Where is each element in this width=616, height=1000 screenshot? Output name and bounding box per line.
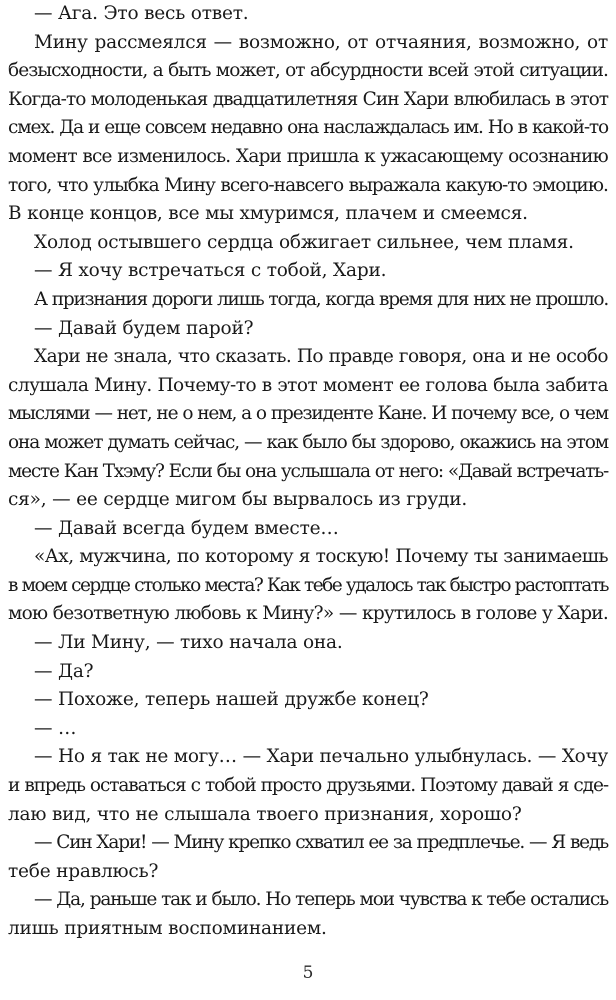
text-line: момент все изменилось. Хари пришла к ужасающему осознанию xyxy=(8,145,608,167)
text-line: — Да, раньше так и было. Но теперь мои чувства к тебе остались xyxy=(34,889,608,911)
text-line: она может думать сейчас, — как было бы здорово, окажись на этом xyxy=(8,431,608,453)
text-line: — Ага. Это весь ответ. xyxy=(34,3,249,24)
text-line: — … xyxy=(34,717,77,739)
text-line: А признания дороги лишь тогда, когда время для них не прошло. xyxy=(34,288,608,310)
text-line: — Син Хари! — Мину крепко схватил ее за предплечье. — Я ведь xyxy=(34,832,608,854)
text-line: слушала Мину. Почему-то в этот момент ее голова была забита xyxy=(8,374,608,396)
text-line: и впредь оставаться с тобой просто друзьями. Поэтому давай я сде- xyxy=(8,775,608,797)
text-line: — Но я так не могу… — Хари печально улыбнулась. — Хочу xyxy=(34,746,608,768)
text-line: смех. Да и еще совсем недавно она наслаждалась им. Но в какой-то xyxy=(8,117,608,139)
text-line: Мину рассмеялся — возможно, от отчаяния, возможно, от xyxy=(34,31,608,53)
text-line: — Я хочу встречаться с тобой, Хари. xyxy=(34,260,387,282)
text-line: — Похоже, теперь нашей дружбе конец? xyxy=(34,689,429,711)
text-line: — Давай будем парой? xyxy=(34,317,254,339)
text-line: того, что улыбка Мину всего-навсего выражала какую-то эмоцию. xyxy=(8,174,608,196)
text-line: — Да? xyxy=(34,660,94,682)
text-line: лишь приятным воспоминанием. xyxy=(8,918,327,939)
text-line: — Ли Мину, — тихо начала она. xyxy=(34,632,343,654)
text-line: В конце концов, все мы хмуримся, плачем и смеемся. xyxy=(8,203,528,225)
text-line: лаю вид, что не слышала твоего признания, хорошо? xyxy=(8,803,522,825)
text-line: в моем сердце столько места? Как тебе удалось так быстро растоптать xyxy=(8,574,608,596)
text-line: безысходности, а быть может, от абсурдности всей этой ситуации. xyxy=(8,60,608,82)
text-line: тебе нравлюсь? xyxy=(8,860,159,882)
text-line: Когда-то молоденькая двадцатилетняя Син Хари влюбилась в этот xyxy=(8,88,608,110)
text-line: Холод остывшего сердца обжигает сильнее, чем пламя. xyxy=(34,231,574,253)
body-text xyxy=(8,0,608,944)
text-line: мою безответную любовь к Мину?» — крутилось в голове у Хари. xyxy=(8,603,608,625)
text-line: ся», — ее сердце мигом бы вырвалось из груди. xyxy=(8,489,468,511)
text-line: месте Кан Тхэму? Если бы она услышала от него: «Давай встречать- xyxy=(8,460,608,482)
text-line: мыслями — нет, не о нем, а о президенте Кане. И почему все, о чем xyxy=(8,403,608,425)
text-line: «Ах, мужчина, по которому я тоскую! Почему ты занимаешь xyxy=(34,546,608,568)
page-number: 5 xyxy=(302,963,314,983)
text-line: Хари не знала, что сказать. По правде говоря, она и не особо xyxy=(34,346,608,368)
text-line: — Давай всегда будем вместе… xyxy=(34,517,339,539)
